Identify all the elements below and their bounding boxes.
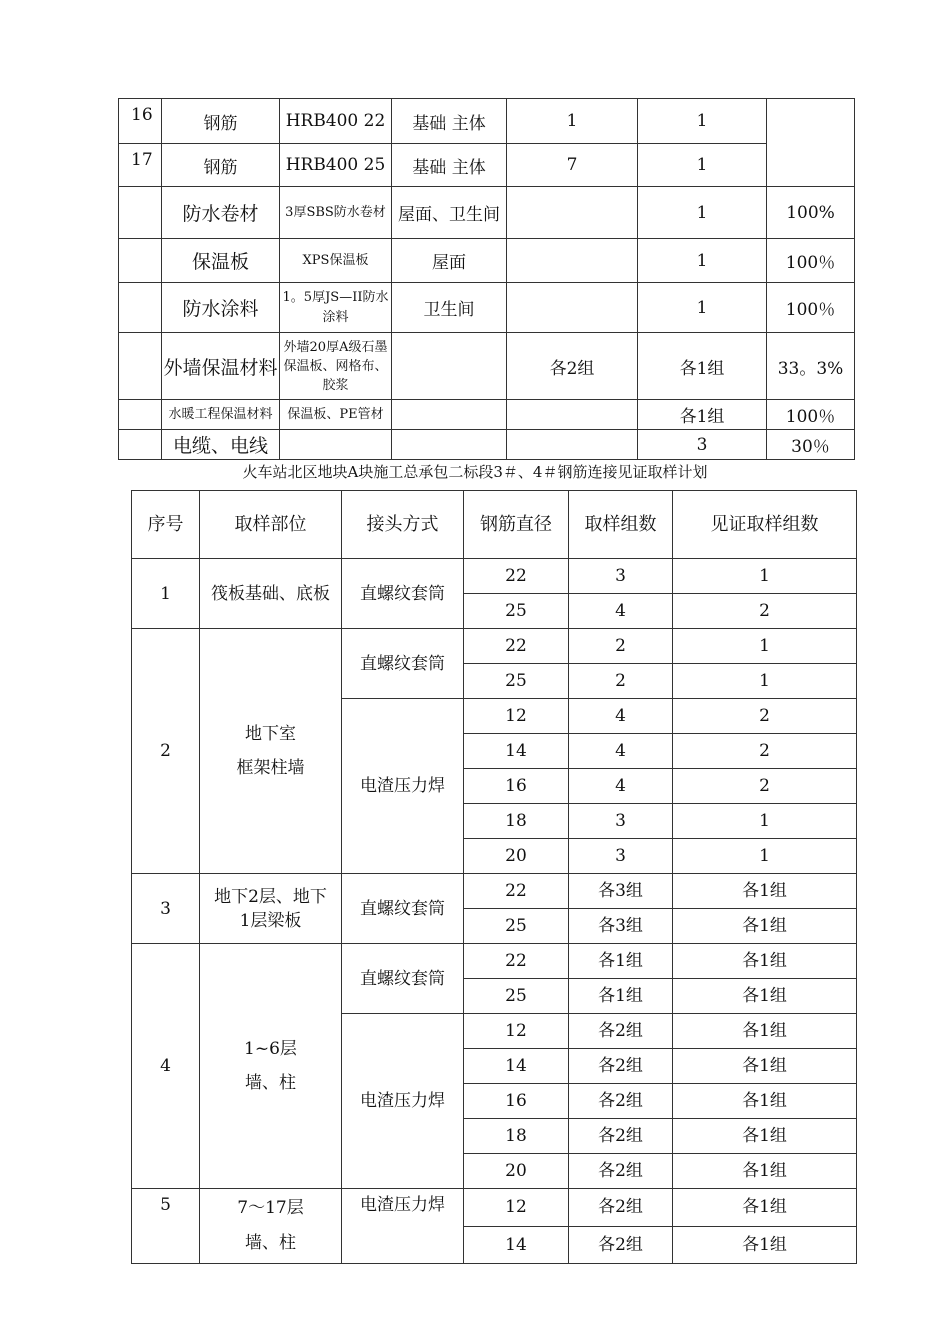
- diameter: 22: [464, 629, 569, 664]
- witness-groups: 各1组: [673, 944, 857, 979]
- sample-qty: 各2组: [507, 333, 638, 400]
- diameter: 12: [464, 699, 569, 734]
- table-row: [119, 400, 855, 430]
- header-part: 取样部位: [200, 491, 342, 559]
- sample-groups: 各2组: [569, 1226, 673, 1264]
- witness-ratio: 100％: [767, 400, 855, 430]
- witness-groups: 各1组: [673, 1084, 857, 1119]
- witness-ratio: [767, 99, 855, 187]
- table-row: [132, 559, 857, 594]
- group-number: 2: [132, 629, 200, 874]
- material-spec: 1。5厚JS—II防水涂料: [280, 283, 392, 333]
- sample-groups: 各2组: [569, 1084, 673, 1119]
- sample-groups: 4: [569, 734, 673, 769]
- witness-ratio: 33。3%: [767, 333, 855, 400]
- witness-groups: 2: [673, 594, 857, 629]
- material-spec: [280, 430, 392, 460]
- witness-groups: 1: [673, 839, 857, 874]
- usage-location: [392, 430, 507, 460]
- sample-groups: 各2组: [569, 1154, 673, 1189]
- material-spec: 3厚SBS防水卷材: [280, 187, 392, 239]
- material-name: 防水涂料: [162, 283, 280, 333]
- witness-groups: 1: [673, 804, 857, 839]
- material-name: 防水卷材: [162, 187, 280, 239]
- sampling-part-line: 墙、柱: [245, 1233, 296, 1253]
- joint-method: 电渣压力焊: [342, 699, 464, 874]
- header-witness-groups: 见证取样组数: [673, 491, 857, 559]
- sampling-part: [200, 1189, 342, 1264]
- usage-location: 基础 主体: [392, 99, 507, 144]
- witness-groups: 各1组: [673, 1014, 857, 1049]
- material-spec: 外墙20厚A级石墨保温板、网格布、胶浆: [280, 333, 392, 400]
- sampling-part-line: 地下室: [245, 724, 296, 744]
- sample-groups: 3: [569, 839, 673, 874]
- diameter: 16: [464, 769, 569, 804]
- witness-groups: 1: [673, 664, 857, 699]
- diameter: 22: [464, 874, 569, 909]
- diameter: 22: [464, 944, 569, 979]
- diameter: 18: [464, 1119, 569, 1154]
- sample-groups: 各1组: [569, 944, 673, 979]
- usage-location: 屋面: [392, 239, 507, 283]
- sampling-part: [200, 629, 342, 874]
- diameter: 20: [464, 839, 569, 874]
- witness-groups: 各1组: [673, 979, 857, 1014]
- sampling-part-line: 7～17层: [237, 1198, 304, 1218]
- diameter: 22: [464, 559, 569, 594]
- group-number: 4: [132, 944, 200, 1189]
- sample-groups: 各2组: [569, 1049, 673, 1084]
- diameter: 25: [464, 909, 569, 944]
- row-number: 17: [119, 144, 162, 187]
- row-number: [119, 430, 162, 460]
- diameter: 25: [464, 979, 569, 1014]
- sample-groups: 各2组: [569, 1014, 673, 1049]
- witness-ratio: 30％: [767, 430, 855, 460]
- witness-groups: 1: [673, 629, 857, 664]
- sample-groups: 各2组: [569, 1189, 673, 1227]
- table-row: [119, 144, 855, 187]
- material-spec: HRB400 25: [280, 144, 392, 187]
- joint-method: 电渣压力焊: [342, 1189, 464, 1264]
- table-row: [132, 874, 857, 909]
- sample-groups: 2: [569, 664, 673, 699]
- table-row: [132, 1189, 857, 1227]
- witness-groups: 2: [673, 734, 857, 769]
- material-name: 保温板: [162, 239, 280, 283]
- material-name: 外墙保温材料: [162, 333, 280, 400]
- joint-method: 直螺纹套筒: [342, 874, 464, 944]
- sampling-part-line: 墙、柱: [245, 1073, 296, 1093]
- diameter: 25: [464, 594, 569, 629]
- header-joint: 接头方式: [342, 491, 464, 559]
- material-name: 钢筋: [162, 144, 280, 187]
- diameter: 16: [464, 1084, 569, 1119]
- witness-groups: 各1组: [673, 1119, 857, 1154]
- diameter: 12: [464, 1014, 569, 1049]
- sample-qty: 7: [507, 144, 638, 187]
- material-name: 水暖工程保温材料: [162, 400, 280, 430]
- diameter: 18: [464, 804, 569, 839]
- table-row: [119, 283, 855, 333]
- sample-qty: [507, 283, 638, 333]
- witness-ratio: 100％: [767, 239, 855, 283]
- rebar-sampling-plan-table: [131, 490, 857, 1264]
- joint-method: 直螺纹套筒: [342, 559, 464, 629]
- sample-qty: [507, 187, 638, 239]
- material-name: 钢筋: [162, 99, 280, 144]
- sampling-part-line: 框架柱墙: [236, 758, 305, 778]
- group-number: 5: [132, 1189, 200, 1264]
- header-row: [132, 491, 857, 559]
- header-no: 序号: [132, 491, 200, 559]
- sample-qty: [507, 239, 638, 283]
- usage-location: [392, 333, 507, 400]
- table-row: [119, 239, 855, 283]
- witness-groups: 各1组: [673, 1154, 857, 1189]
- header-diameter: 钢筋直径: [464, 491, 569, 559]
- sampling-part: 地下2层、地下1层梁板: [200, 874, 342, 944]
- diameter: 12: [464, 1189, 569, 1227]
- row-number: 16: [119, 99, 162, 144]
- row-number: [119, 187, 162, 239]
- sample-groups: 2: [569, 629, 673, 664]
- sample-groups: 4: [569, 699, 673, 734]
- witness-groups: 各1组: [673, 909, 857, 944]
- table-row: [132, 629, 857, 664]
- diameter: 14: [464, 734, 569, 769]
- joint-method: 电渣压力焊: [342, 1014, 464, 1189]
- sample-qty: 1: [507, 99, 638, 144]
- sampling-part: [200, 944, 342, 1189]
- row-number: [119, 283, 162, 333]
- sample-groups: 各3组: [569, 874, 673, 909]
- witness-qty: 1: [638, 187, 767, 239]
- witness-groups: 2: [673, 699, 857, 734]
- header-groups: 取样组数: [569, 491, 673, 559]
- witness-ratio: 100％: [767, 283, 855, 333]
- witness-qty: 1: [638, 99, 767, 144]
- witness-qty: 各1组: [638, 333, 767, 400]
- usage-location: [392, 400, 507, 430]
- table-row: [119, 430, 855, 460]
- witness-qty: 1: [638, 144, 767, 187]
- group-number: 3: [132, 874, 200, 944]
- sample-qty: [507, 430, 638, 460]
- usage-location: 基础 主体: [392, 144, 507, 187]
- diameter: 14: [464, 1049, 569, 1084]
- witness-groups: 2: [673, 769, 857, 804]
- row-number: [119, 400, 162, 430]
- table-row: [119, 187, 855, 239]
- sample-groups: 各2组: [569, 1119, 673, 1154]
- sample-qty: [507, 400, 638, 430]
- sampling-part: 筏板基础、底板: [200, 559, 342, 629]
- sample-groups: 4: [569, 769, 673, 804]
- diameter: 20: [464, 1154, 569, 1189]
- witness-qty: 3: [638, 430, 767, 460]
- material-name: 电缆、电线: [162, 430, 280, 460]
- witness-groups: 各1组: [673, 1189, 857, 1227]
- row-number: [119, 333, 162, 400]
- sample-groups: 4: [569, 594, 673, 629]
- sample-groups: 3: [569, 559, 673, 594]
- diameter: 14: [464, 1226, 569, 1264]
- sample-groups: 3: [569, 804, 673, 839]
- witness-groups: 各1组: [673, 874, 857, 909]
- usage-location: 屋面、卫生间: [392, 187, 507, 239]
- table-row: [132, 944, 857, 979]
- witness-ratio: 100%: [767, 187, 855, 239]
- diameter: 25: [464, 664, 569, 699]
- usage-location: 卫生间: [392, 283, 507, 333]
- sampling-part-line: 1~6层: [244, 1039, 297, 1059]
- witness-groups: 1: [673, 559, 857, 594]
- material-spec: 保温板、PE管材: [280, 400, 392, 430]
- witness-qty: 1: [638, 283, 767, 333]
- joint-method: 直螺纹套筒: [342, 944, 464, 1014]
- witness-groups: 各1组: [673, 1226, 857, 1264]
- group-number: 1: [132, 559, 200, 629]
- sample-groups: 各3组: [569, 909, 673, 944]
- row-number: [119, 239, 162, 283]
- sample-groups: 各1组: [569, 979, 673, 1014]
- joint-method: 直螺纹套筒: [342, 629, 464, 699]
- plan-title: 火车站北区地块A块施工总承包二标段3＃、4＃钢筋连接见证取样计划: [242, 463, 708, 481]
- witness-qty: 1: [638, 239, 767, 283]
- table-row: [119, 99, 855, 144]
- material-spec: XPS保温板: [280, 239, 392, 283]
- table-row: [119, 333, 855, 400]
- witness-groups: 各1组: [673, 1049, 857, 1084]
- witness-qty: 各1组: [638, 400, 767, 430]
- material-spec: HRB400 22: [280, 99, 392, 144]
- materials-table: [118, 98, 855, 460]
